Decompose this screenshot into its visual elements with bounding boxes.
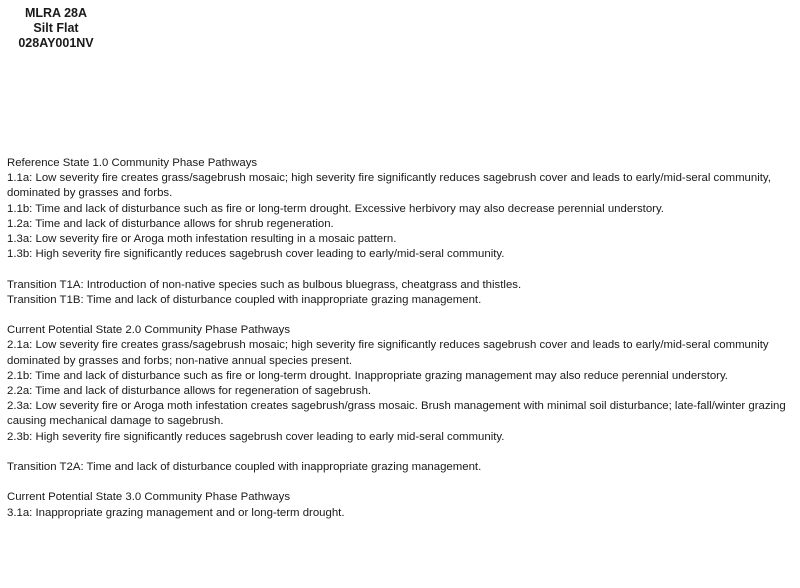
section-current-potential-state-2 <box>7 323 793 445</box>
section-transitions-t2 <box>7 460 793 475</box>
section-transitions-t1 <box>7 278 793 308</box>
section-heading: Reference State 1.0 Community Phase Pathways <box>7 157 258 169</box>
ecological-site-id: 028AY001NV <box>18 36 94 50</box>
pathway-item: 2.1a: Low severity fire creates grass/sagebrush mosaic; high severity fire significantly reduces sagebrush cover and leads to early/mid-seral community dominated by grasses and forbs; non-native annual species present. <box>7 339 769 367</box>
pathway-item: 2.2a: Time and lack of disturbance allows for regeneration of sagebrush. <box>7 385 372 398</box>
pathway-item: 1.2a: Time and lack of disturbance allows for shrub regeneration. <box>7 217 334 230</box>
pathway-item: 2.1b: Time and lack of disturbance such as fire or long-term drought. Inappropriate grazing management may also reduce perennial understory. <box>7 369 728 382</box>
pathway-item: 2.3a: Low severity fire or Aroga moth infestation creates sagebrush/grass mosaic. Brush management with minimal soil disturbance; late-fall/winter grazing causing mechanical damage to sagebrush. <box>7 400 786 428</box>
section-current-potential-state-3 <box>7 490 793 520</box>
pathway-item: 1.1a: Low severity fire creates grass/sagebrush mosaic; high severity fire significantly reduces sagebrush cover and leads to early/mid-seral community, dominated by grasses and forbs. <box>7 172 771 200</box>
ecological-site-name: Silt Flat <box>33 21 79 35</box>
document-header <box>0 6 112 51</box>
pathway-item: 2.3b: High severity fire significantly reduces sagebrush cover leading to early mid-seral community. <box>7 430 505 443</box>
section-heading: Current Potential State 3.0 Community Phase Pathways <box>7 491 291 504</box>
transition-item: Transition T2A: Time and lack of disturbance coupled with inappropriate grazing management. <box>7 461 482 474</box>
transition-item: Transition T1B: Time and lack of disturbance coupled with inappropriate grazing management. <box>7 293 482 306</box>
section-reference-state <box>7 156 793 262</box>
pathway-item: 1.3a: Low severity fire or Aroga moth infestation resulting in a mosaic pattern. <box>7 233 397 246</box>
section-heading: Current Potential State 2.0 Community Phase Pathways <box>7 324 291 337</box>
pathway-item: 3.1a: Inappropriate grazing management and or long-term drought. <box>7 506 345 519</box>
mlra-title: MLRA 28A <box>24 6 88 20</box>
pathway-item: 1.1b: Time and lack of disturbance such as fire or long-term drought. Excessive herbivory may also decrease perennial understory. <box>7 202 664 215</box>
pathway-descriptions <box>7 156 793 536</box>
transition-item: Transition T1A: Introduction of non-native species such as bulbous bluegrass, cheatgrass and thistles. <box>7 278 522 291</box>
pathway-item: 1.3b: High severity fire significantly reduces sagebrush cover leading to early/mid-seral community. <box>7 248 505 261</box>
